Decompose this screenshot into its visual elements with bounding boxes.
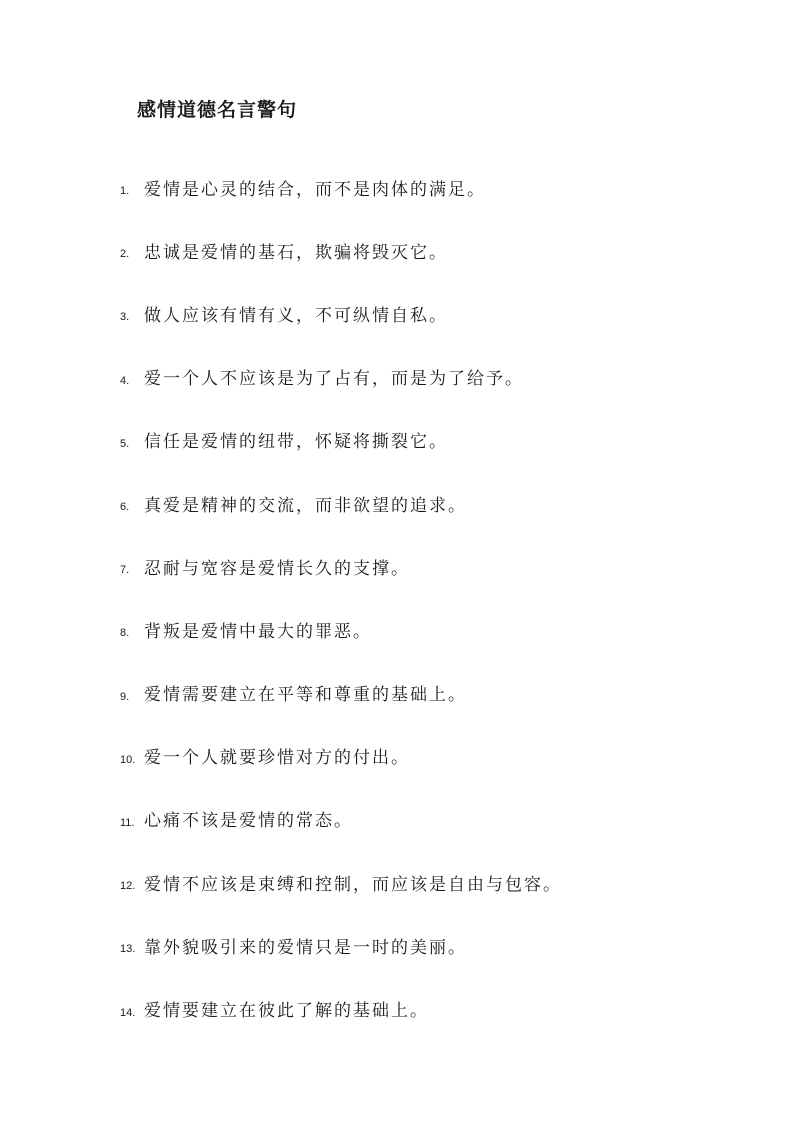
item-number: 1. <box>120 185 130 198</box>
item-text: 爱情是心灵的结合，而不是肉体的满足。 <box>144 179 486 200</box>
list-item <box>120 348 562 411</box>
item-number: 2. <box>120 248 130 261</box>
list-item <box>120 284 562 347</box>
item-text: 爱情需要建立在平等和尊重的基础上。 <box>144 685 467 706</box>
item-number: 11. <box>120 816 135 829</box>
item-number: 8. <box>120 627 130 640</box>
item-number: 10. <box>120 753 136 766</box>
item-text: 爱情不应该是束缚和控制，而应该是自由与包容。 <box>144 874 562 895</box>
item-text: 背叛是爱情中最大的罪恶。 <box>144 621 372 642</box>
document-title: 感情道德名言警句 <box>137 99 298 121</box>
list-item <box>120 537 562 600</box>
item-number: 14. <box>120 1006 136 1019</box>
list-item <box>120 600 562 663</box>
item-text: 信任是爱情的纽带，怀疑将撕裂它。 <box>144 432 448 453</box>
item-text: 靠外貌吸引来的爱情只是一时的美丽。 <box>144 937 467 958</box>
item-number: 6. <box>120 501 130 514</box>
item-text: 爱一个人不应该是为了占有，而是为了给予。 <box>144 369 524 390</box>
item-text: 忠诚是爱情的基石，欺骗将毁灭它。 <box>144 242 448 263</box>
list-item <box>120 221 562 284</box>
item-number: 13. <box>120 943 136 956</box>
list-item <box>120 411 562 474</box>
item-number: 9. <box>120 690 130 703</box>
item-text: 真爱是精神的交流，而非欲望的追求。 <box>144 495 467 516</box>
item-text: 爱情要建立在彼此了解的基础上。 <box>144 1001 429 1022</box>
item-number: 3. <box>120 311 130 324</box>
item-number: 4. <box>120 374 130 387</box>
quote-list <box>120 158 562 1043</box>
item-text: 做人应该有情有义，不可纵情自私。 <box>144 305 448 326</box>
list-item <box>120 853 562 916</box>
item-text: 爱一个人就要珍惜对方的付出。 <box>144 748 410 769</box>
item-text: 忍耐与宽容是爱情长久的支撑。 <box>144 558 410 579</box>
list-item <box>120 790 562 853</box>
item-number: 7. <box>120 564 130 577</box>
list-item <box>120 727 562 790</box>
list-item <box>120 158 562 221</box>
item-number: 5. <box>120 437 130 450</box>
item-number: 12. <box>120 880 136 893</box>
list-item <box>120 474 562 537</box>
list-item <box>120 664 562 727</box>
item-text: 心痛不该是爱情的常态。 <box>144 811 353 832</box>
list-item <box>120 979 562 1042</box>
list-item <box>120 916 562 979</box>
